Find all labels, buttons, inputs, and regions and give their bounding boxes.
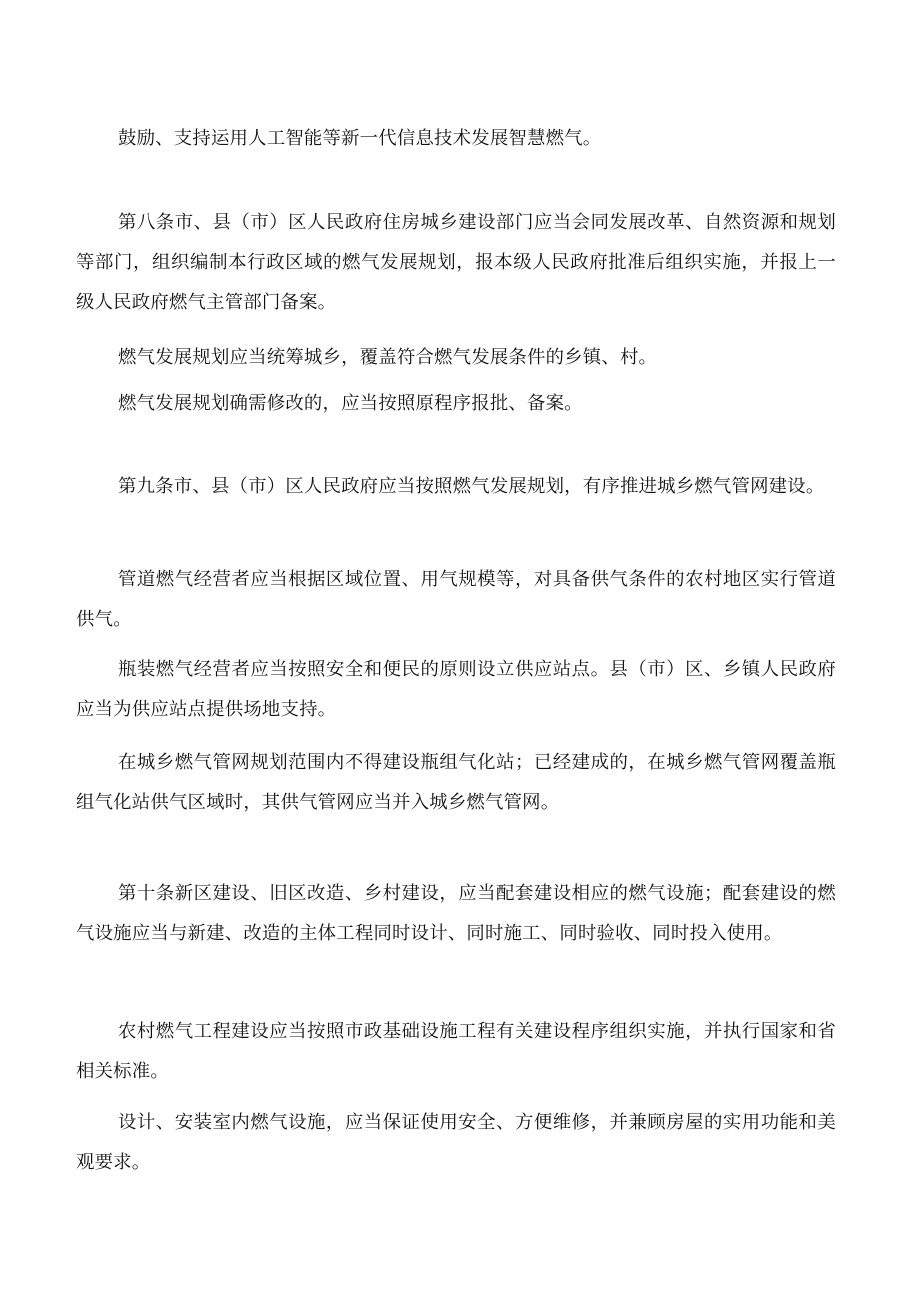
paragraph-gasification-station: 在城乡燃气管网规划范围内不得建设瓶组气化站；已经建成的，在城乡燃气管网覆盖瓶组气化站供气区域时，其供气管网应当并入城乡燃气管网。 [76,752,836,813]
paragraph-article-9: 第九条市、县（市）区人民政府应当按照燃气发展规划，有序推进城乡燃气管网建设。 [118,476,825,497]
paragraph-article-10: 第十条新区建设、旧区改造、乡村建设，应当配套建设相应的燃气设施；配套建设的燃气设施应当与新建、改造的主体工程同时设计、同时施工、同时验收、同时投入使用。 [76,883,836,944]
paragraph-pipeline-supply: 管道燃气经营者应当根据区域位置、用气规模等，对具备供气条件的农村地区实行管道供气。 [76,569,836,630]
paragraph-planning-coverage: 燃气发展规划应当统筹城乡，覆盖符合燃气发展条件的乡镇、村。 [118,347,658,368]
paragraph-planning-revision: 燃气发展规划确需修改的，应当按照原程序报批、备案。 [118,393,583,414]
paragraph-bottled-gas: 瓶装燃气经营者应当按照安全和便民的原则设立供应站点。县（市）区、乡镇人民政府应当为供应站点提供场地支持。 [76,659,836,720]
paragraph-indoor-facilities: 设计、安装室内燃气设施，应当保证使用安全、方便维修，并兼顾房屋的实用功能和美观要求。 [76,1112,836,1173]
paragraph-article-8: 第八条市、县（市）区人民政府住房城乡建设部门应当会同发展改革、自然资源和规划等部门，组织编制本行政区域的燃气发展规划，报本级人民政府批准后组织实施，并报上一级人民政府燃气主管部门备案。 [76,212,836,313]
paragraph-smart-gas: 鼓励、支持运用人工智能等新一代信息技术发展智慧燃气。 [118,128,602,149]
paragraph-rural-gas-projects: 农村燃气工程建设应当按照市政基础设施工程有关建设程序组织实施，并执行国家和省相关标准。 [76,1021,836,1082]
